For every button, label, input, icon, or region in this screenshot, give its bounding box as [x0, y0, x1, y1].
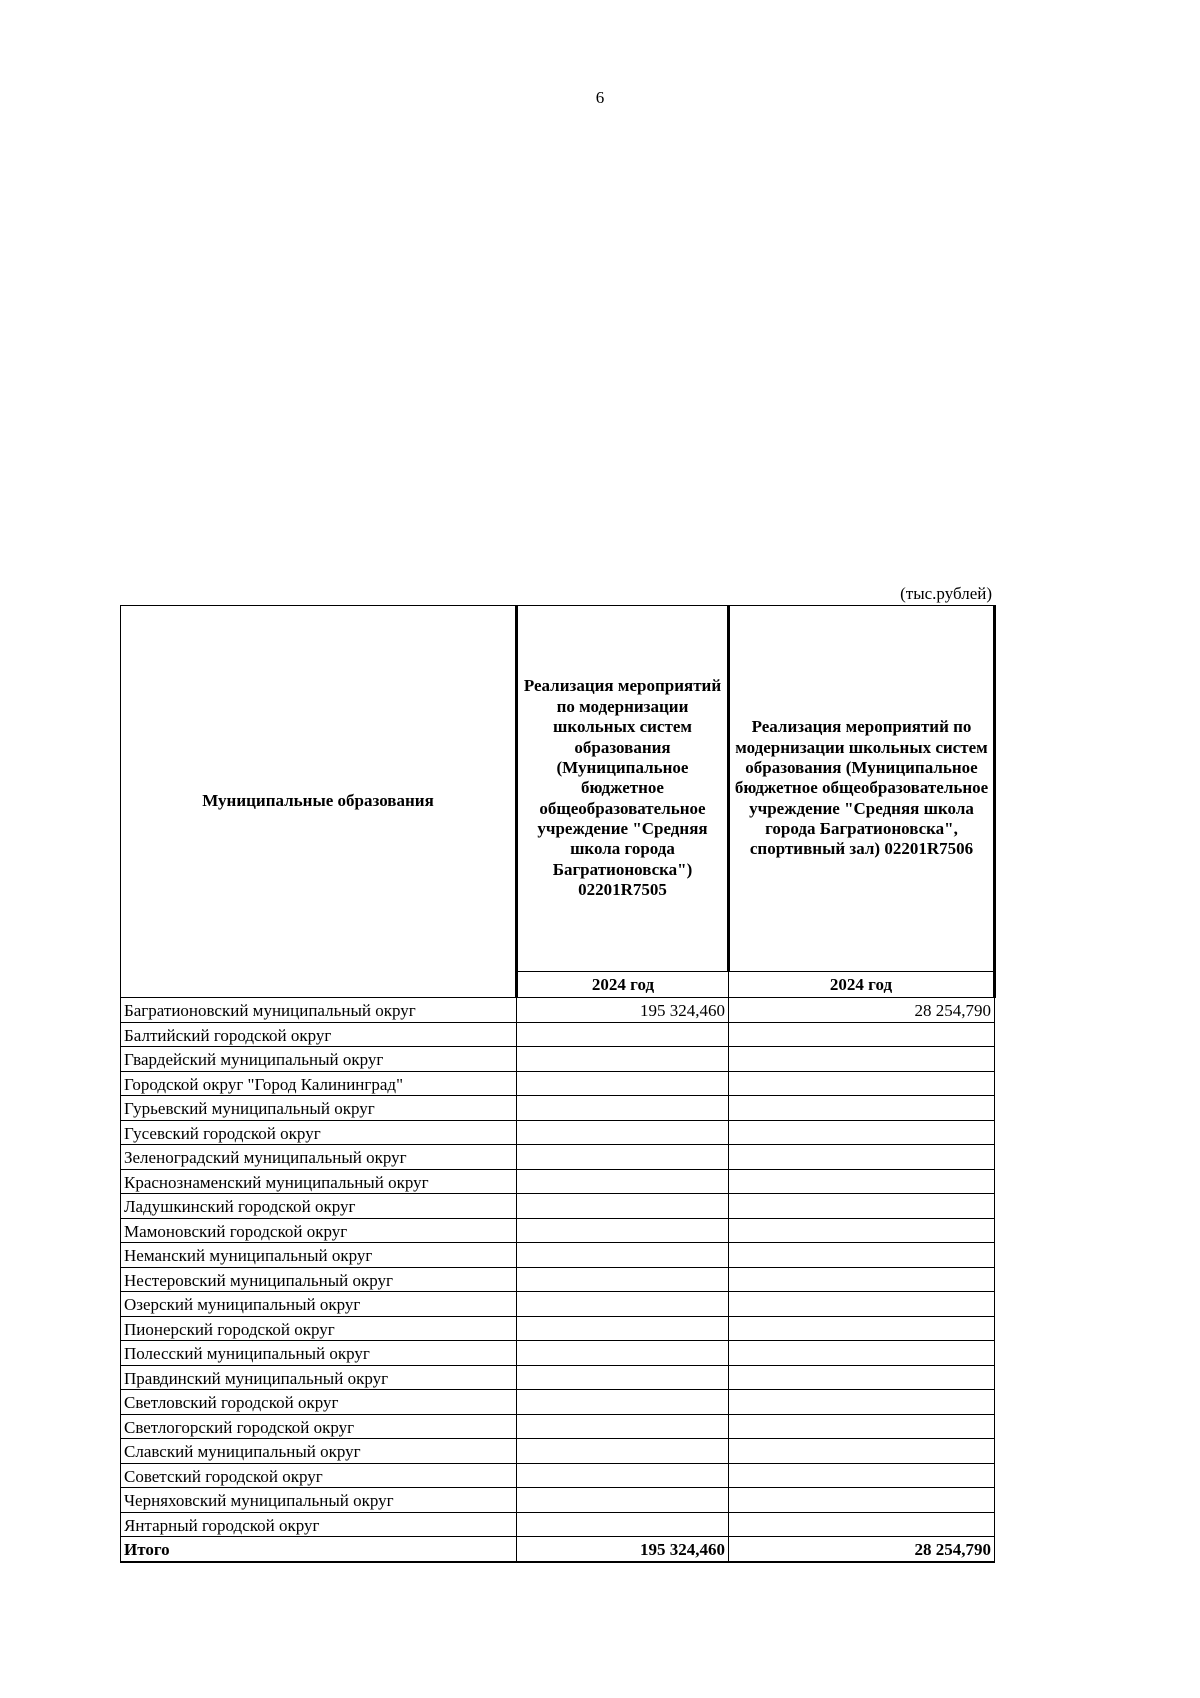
- table-row: [121, 1292, 995, 1317]
- table-row: [121, 1218, 995, 1243]
- value-col1: [517, 1439, 729, 1464]
- value-col2: 28 254,790: [729, 998, 995, 1023]
- municipality-name: Советский городской округ: [121, 1463, 517, 1488]
- municipality-name: Гвардейский муниципальный округ: [121, 1047, 517, 1072]
- value-col2: [729, 1463, 995, 1488]
- value-col2: [729, 1022, 995, 1047]
- value-col1: [517, 1512, 729, 1537]
- value-col2: [729, 1145, 995, 1170]
- value-col1: [517, 1145, 729, 1170]
- value-col2: [729, 1316, 995, 1341]
- value-col2: [729, 1341, 995, 1366]
- value-col1: [517, 1243, 729, 1268]
- value-col1: [517, 1194, 729, 1219]
- year-col2: 2024 год: [729, 972, 995, 998]
- units-label: (тыс.рублей): [900, 584, 992, 603]
- municipality-name: Краснознаменский муниципальный округ: [121, 1169, 517, 1194]
- value-col2: [729, 1292, 995, 1317]
- value-col1: 195 324,460: [517, 998, 729, 1023]
- municipality-name: Светловский городской округ: [121, 1390, 517, 1415]
- table-row: [121, 1096, 995, 1121]
- value-col2: [729, 1120, 995, 1145]
- table-row: [121, 1194, 995, 1219]
- table-row: [121, 1512, 995, 1537]
- value-col1: [517, 1463, 729, 1488]
- value-col1: 195 324,460: [517, 1537, 729, 1562]
- value-col1: [517, 1488, 729, 1513]
- table-row: [121, 1341, 995, 1366]
- table-row: [121, 1414, 995, 1439]
- table-row: [121, 1463, 995, 1488]
- municipality-name: Зеленоградский муниципальный округ: [121, 1145, 517, 1170]
- municipality-name: Правдинский муниципальный округ: [121, 1365, 517, 1390]
- budget-table: [120, 605, 996, 1563]
- page-number: 6: [595, 88, 605, 107]
- value-col2: [729, 1218, 995, 1243]
- municipality-name: Багратионовский муниципальный округ: [121, 998, 517, 1023]
- value-col2: [729, 1365, 995, 1390]
- table-row: [121, 998, 995, 1023]
- municipality-name: Славский муниципальный округ: [121, 1439, 517, 1464]
- table-row: [121, 1071, 995, 1096]
- municipality-name: Гусевский городской округ: [121, 1120, 517, 1145]
- value-col1: [517, 1071, 729, 1096]
- value-col2: [729, 1439, 995, 1464]
- table-row: [121, 1267, 995, 1292]
- value-col2: [729, 1047, 995, 1072]
- value-col1: [517, 1047, 729, 1072]
- table-row: [121, 1243, 995, 1268]
- municipality-name: Ладушкинский городской округ: [121, 1194, 517, 1219]
- value-col1: [517, 1414, 729, 1439]
- value-col1: [517, 1022, 729, 1047]
- value-col2: [729, 1390, 995, 1415]
- municipality-name: Пионерский городской округ: [121, 1316, 517, 1341]
- header-row: [121, 606, 995, 972]
- table-row: [121, 1022, 995, 1047]
- value-col1: [517, 1120, 729, 1145]
- value-col1: [517, 1218, 729, 1243]
- value-col1: [517, 1096, 729, 1121]
- header-col2: Реализация мероприятий по модернизации школьных систем образования (Муниципальное бюджетное общеобразовательное учреждение "Средняя школа города Багратионовска", спортивный зал) 02201R7506: [729, 606, 995, 972]
- value-col2: [729, 1194, 995, 1219]
- table-row: [121, 1439, 995, 1464]
- municipality-name: Мамоновский городской округ: [121, 1218, 517, 1243]
- municipality-name: Нестеровский муниципальный округ: [121, 1267, 517, 1292]
- value-col1: [517, 1316, 729, 1341]
- year-col1: 2024 год: [517, 972, 729, 998]
- table-row: [121, 1047, 995, 1072]
- table-row: [121, 1390, 995, 1415]
- value-col1: [517, 1292, 729, 1317]
- table-row: [121, 1120, 995, 1145]
- table-row: [121, 1145, 995, 1170]
- municipality-name: Черняховский муниципальный округ: [121, 1488, 517, 1513]
- municipality-name: Итого: [121, 1537, 517, 1562]
- value-col1: [517, 1390, 729, 1415]
- value-col2: [729, 1488, 995, 1513]
- header-municipal: Муниципальные образования: [121, 606, 517, 998]
- value-col1: [517, 1341, 729, 1366]
- value-col2: [729, 1169, 995, 1194]
- value-col2: [729, 1267, 995, 1292]
- municipality-name: Городской округ "Город Калининград": [121, 1071, 517, 1096]
- total-row: [121, 1537, 995, 1562]
- table-row: [121, 1365, 995, 1390]
- table-row: [121, 1316, 995, 1341]
- value-col1: [517, 1365, 729, 1390]
- value-col2: 28 254,790: [729, 1537, 995, 1562]
- municipality-name: Светлогорский городской округ: [121, 1414, 517, 1439]
- value-col2: [729, 1071, 995, 1096]
- value-col2: [729, 1243, 995, 1268]
- municipality-name: Полесский муниципальный округ: [121, 1341, 517, 1366]
- municipality-name: Янтарный городской округ: [121, 1512, 517, 1537]
- table-row: [121, 1488, 995, 1513]
- value-col2: [729, 1096, 995, 1121]
- header-col1: Реализация мероприятий по модернизации школьных систем образования (Муниципальное бюджетное общеобразовательное учреждение "Средняя школа города Багратионовска") 02201R7505: [517, 606, 729, 972]
- value-col1: [517, 1169, 729, 1194]
- value-col2: [729, 1512, 995, 1537]
- municipality-name: Озерский муниципальный округ: [121, 1292, 517, 1317]
- value-col1: [517, 1267, 729, 1292]
- municipality-name: Балтийский городской округ: [121, 1022, 517, 1047]
- table-row: [121, 1169, 995, 1194]
- value-col2: [729, 1414, 995, 1439]
- municipality-name: Гурьевский муниципальный округ: [121, 1096, 517, 1121]
- municipality-name: Неманский муниципальный округ: [121, 1243, 517, 1268]
